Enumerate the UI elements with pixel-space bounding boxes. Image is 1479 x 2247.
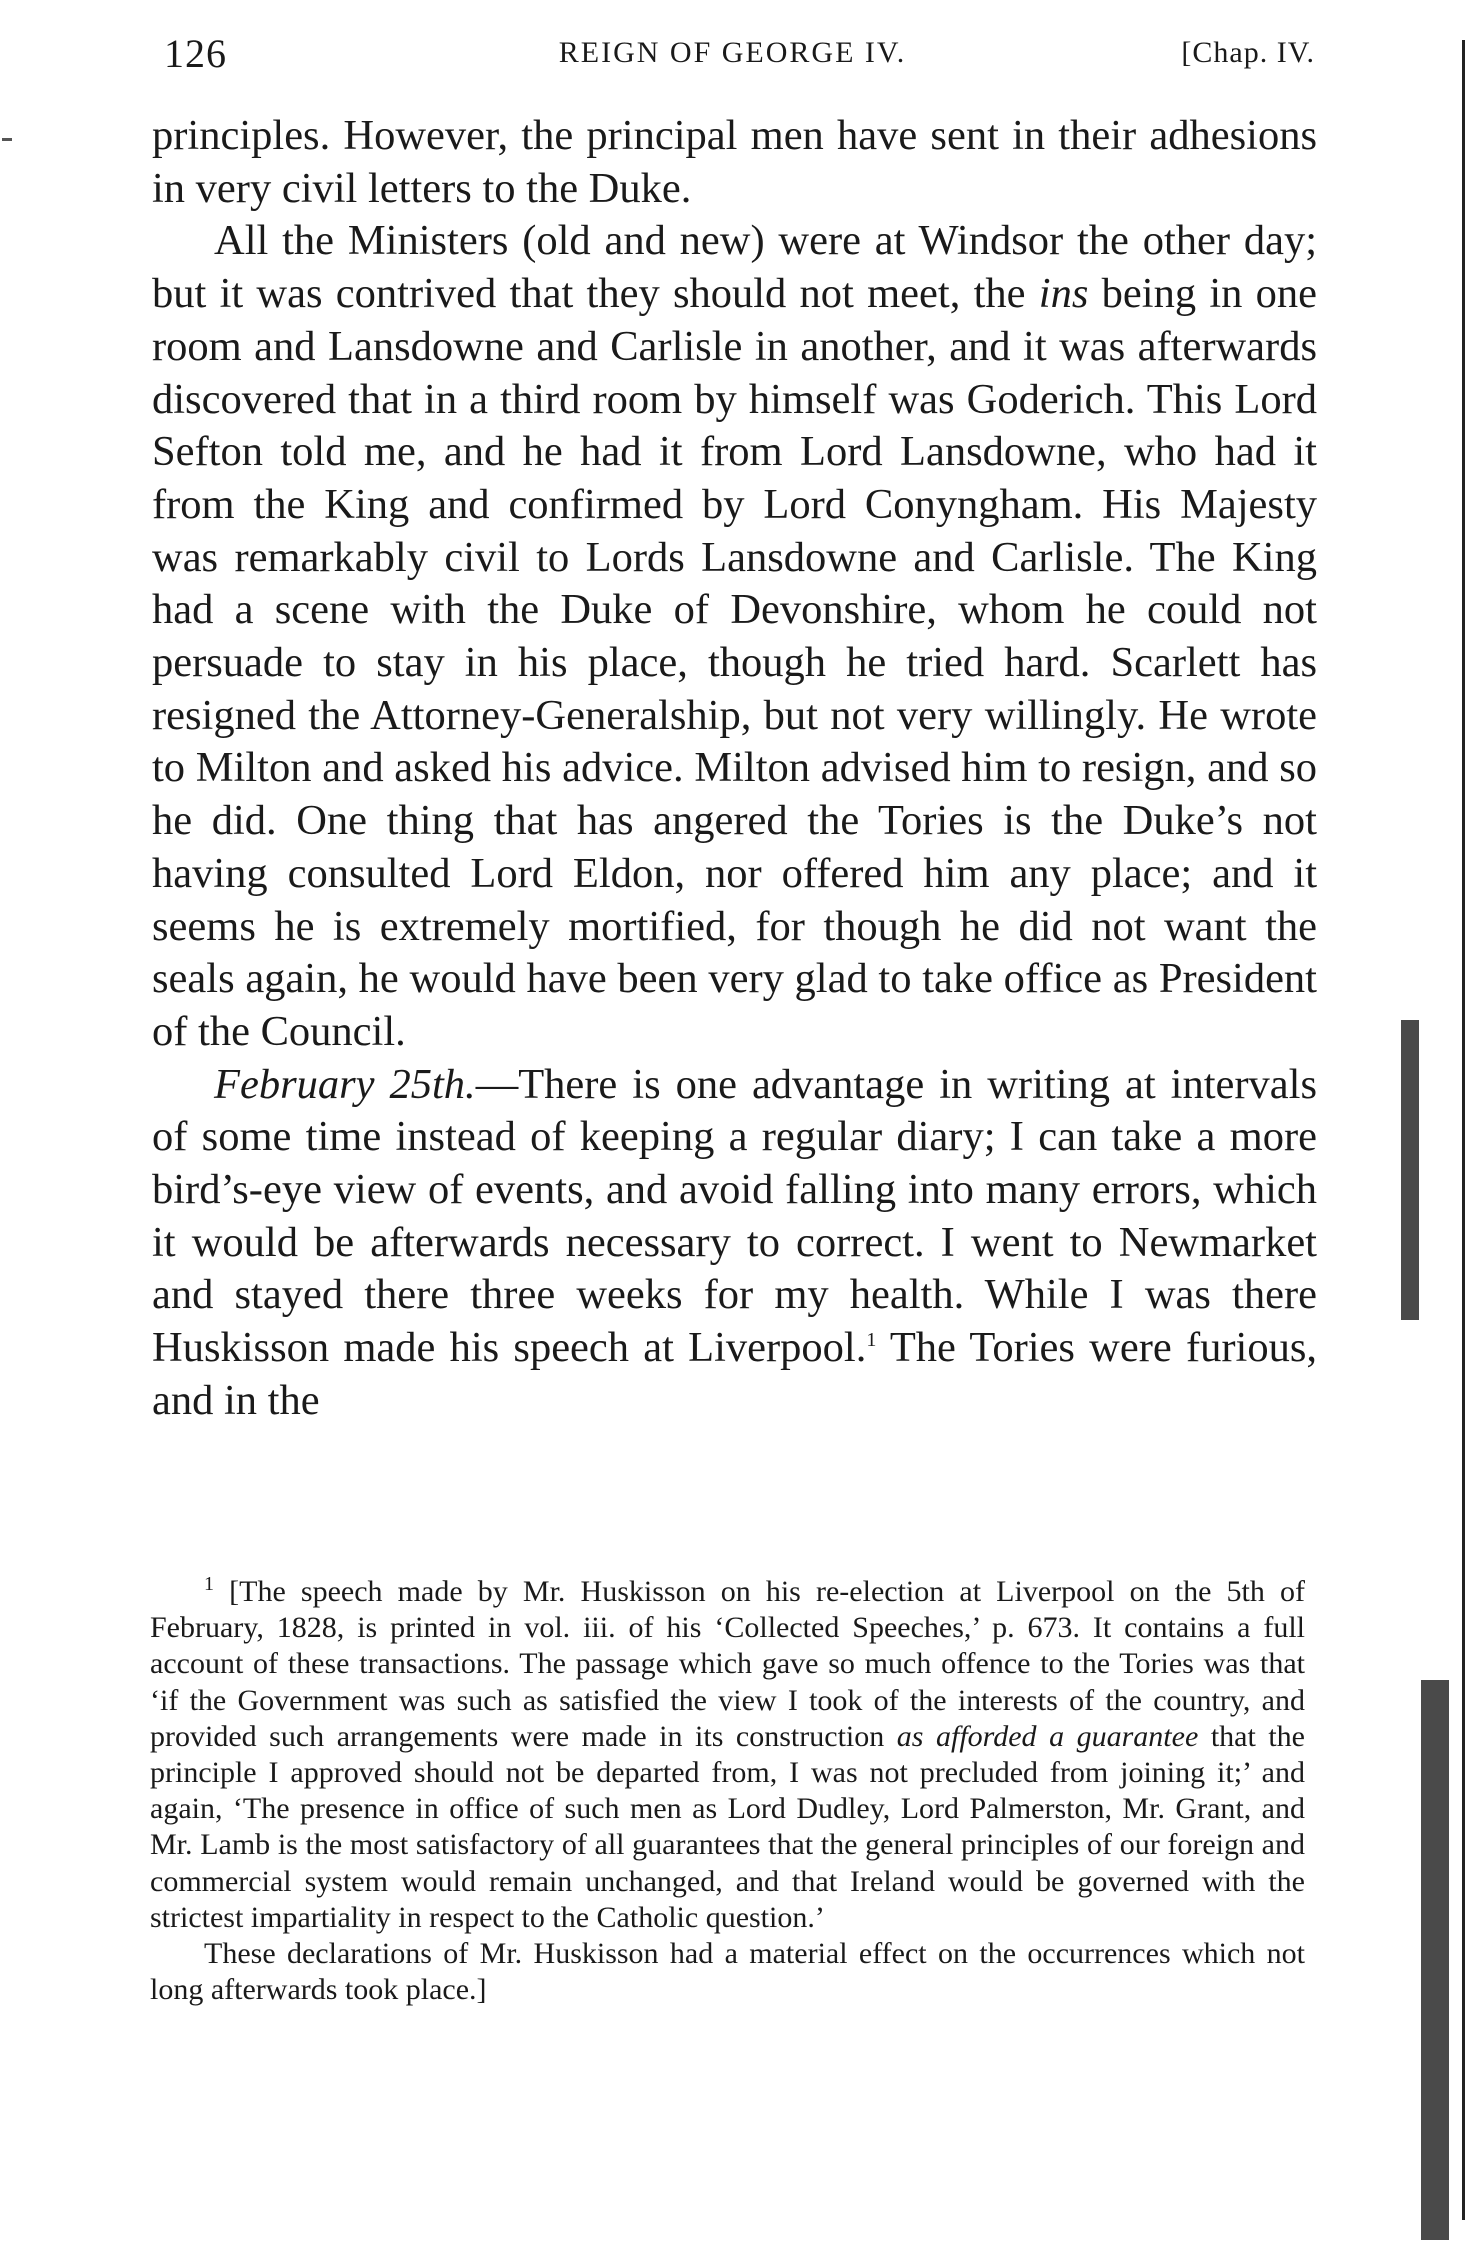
footnote-mark: 1 [204,1573,214,1595]
paragraph-2 [152,215,1317,1058]
binding-shadow-lower [1421,1680,1449,2240]
page-edge-rule [1462,40,1465,2220]
footnotes [150,1574,1305,2008]
chapter-label: [Chap. IV. [1181,36,1315,69]
footnote-1 [150,1574,1305,1936]
page-header [150,22,1315,82]
page-number: 126 [164,31,227,76]
footnote-reference: 1 [866,1329,877,1352]
binding-shadow-upper [1401,1020,1419,1320]
paragraph-2-rest: being in one room and Lansdowne and Carlisle in another, and it was afterwards discovered that in a third room by himself was Goderich. This Lord Sefton told me, and he had it from Lord Lansdowne, who had it from the King and confirmed by Lord Conyngham. His Majesty was remarkably civil to Lords Lansdowne and Carlisle. The King had a scene with the Duke of Devonshire, whom he could not persuade to stay in his place, though he tried hard. Scarlett has resigned the Attorney-Generalship, but not very willingly. He wrote to Milton and asked his advice. Milton advised him to resign, and so he did. One thing that has angered the Tories is the Duke’s not having consulted Lord Eldon, nor offered him any place; and it seems he is extremely mortified, for though he did not want the seals again, he would have been very glad to take office as President of the Council. [152,270,1318,1055]
footnote-2: These declarations of Mr. Huskisson had a material effect on the occurrences which not long afterwards took place.] [150,1937,1305,2007]
running-title: REIGN OF GEORGE IV. [558,36,907,69]
paragraph-2-start: All the Ministers (old and new) were at Windsor the other day; but it was contrived that they should not meet, the [152,217,1317,318]
paragraph-3-start: —There is one advantage in writing at intervals of some time instead of keeping a regular diary; I can take a more bird’s-eye view of events, and avoid falling into many errors, which it would be afterwards necessary to correct. I went to Newmarket and stayed there three weeks for my health. While I was there Huskisson made his speech at Liverpool. [152,1060,1317,1372]
footnote-1-start: [The speech made by Mr. Huskisson on his re-election at Liverpool on the 5th of February, 1828, is printed in vol. iii. of his ‘Collected Speeches,’ p. 673. It contains a full account of these transactions. The passage which gave so much offence to the Tories was that ‘if the Government was such as satisfied the view I took of the interests of the country, and provided such arrangements were made in its construction [150,1575,1305,1753]
main-text [152,110,1317,1428]
margin-mark [2,138,12,141]
ins-italic: ins [1038,270,1089,318]
paragraph-1: principles. However, the principal men have sent in their adhesions in very civil letters to the Duke. [152,112,1317,212]
footnote-1-rest: that the principle I approved should not be departed from, I was not precluded from joining it;’ and again, ‘The presence in office of such men as Lord Dudley, Lord Palmerston, Mr. Grant, and Mr. Lamb is the most satisfactory of all guarantees that the general principles of our foreign and commercial system would remain unchanged, and that Ireland would be governed with the strictest impartiality in respect to the Catholic question.’ [150,1719,1305,1934]
footnote-italic: as afforded a guarantee [896,1719,1199,1753]
entry-date: February 25th. [214,1060,476,1108]
paragraph-3-end: The Tories were furious, and in the [152,1324,1317,1424]
paragraph-3 [152,1059,1317,1428]
